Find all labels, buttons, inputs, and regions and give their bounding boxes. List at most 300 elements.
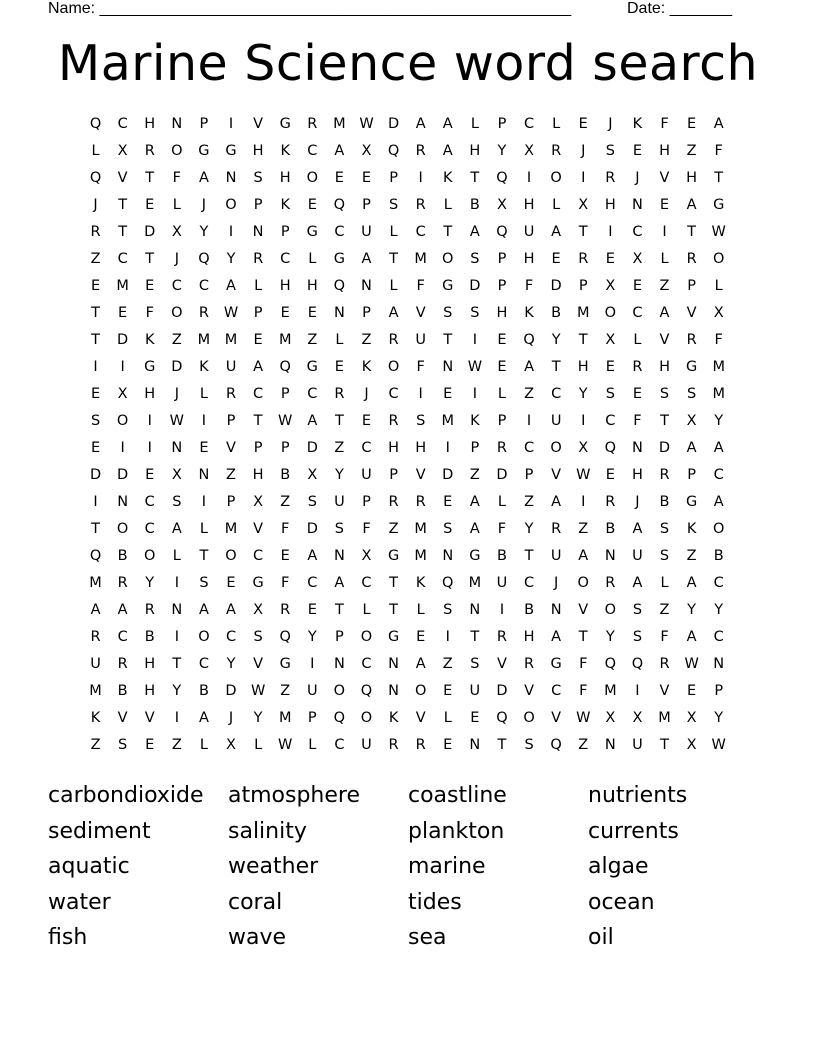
grid-letter: C — [388, 386, 399, 402]
grid-letter: F — [172, 170, 181, 186]
grid-letter: P — [497, 278, 507, 294]
grid-letter: R — [686, 251, 697, 267]
grid-letter: O — [360, 629, 373, 645]
grid-letter: J — [635, 170, 640, 186]
grid-letter: H — [144, 386, 156, 402]
grid-row — [82, 165, 733, 192]
grid-letter: I — [174, 575, 179, 591]
grid-letter: V — [253, 521, 264, 537]
grid-letter: T — [334, 413, 344, 429]
grid-letter: R — [415, 143, 426, 159]
grid-letter: A — [469, 494, 480, 510]
grid-row — [82, 651, 733, 678]
grid-letter: P — [335, 629, 344, 645]
grid-letter: L — [172, 197, 181, 213]
grid-letter: T — [172, 656, 182, 672]
grid-letter: B — [117, 548, 128, 564]
grid-letter: C — [361, 440, 372, 456]
grid-letter: J — [228, 710, 234, 726]
grid-letter: R — [496, 629, 507, 645]
grid-letter: S — [470, 251, 480, 267]
grid-letter: K — [144, 332, 155, 348]
grid-letter: U — [415, 332, 426, 348]
grid-letter: L — [199, 386, 208, 402]
grid-letter: T — [660, 413, 669, 429]
grid-letter: R — [686, 332, 697, 348]
grid-row — [82, 462, 733, 489]
grid-letter: L — [497, 494, 506, 510]
grid-letter: C — [253, 548, 264, 564]
page-title: Marine Science word search — [57, 35, 759, 92]
grid-letter: R — [334, 386, 345, 402]
grid-letter: G — [469, 548, 481, 564]
grid-letter: T — [389, 602, 398, 618]
grid-letter: L — [552, 116, 561, 132]
grid-letter: A — [469, 521, 480, 537]
grid-letter: S — [443, 602, 453, 618]
word-list-item: weather — [228, 854, 319, 879]
grid-letter: M — [712, 359, 725, 375]
grid-letter: S — [443, 305, 453, 321]
grid-letter: S — [388, 197, 399, 213]
grid-letter: G — [550, 656, 562, 672]
grid-letter: P — [497, 116, 507, 132]
grid-letter: S — [470, 305, 480, 321]
grid-letter: Q — [333, 197, 346, 213]
grid-letter: A — [551, 494, 562, 510]
grid-letter: V — [415, 467, 426, 483]
grid-letter: Z — [334, 440, 345, 456]
grid-row — [82, 705, 733, 732]
grid-letter: M — [89, 683, 102, 699]
grid-letter: L — [389, 278, 398, 294]
grid-letter: E — [361, 413, 372, 429]
grid-letter: D — [306, 521, 318, 537]
grid-letter: Z — [578, 521, 589, 537]
grid-row — [82, 111, 733, 138]
grid-letter: J — [364, 386, 369, 402]
grid-letter: X — [686, 413, 697, 429]
grid-letter: R — [659, 656, 670, 672]
grid-letter: U — [225, 359, 237, 375]
word-list-item: sea — [408, 925, 447, 950]
grid-letter: V — [253, 656, 264, 672]
grid-letter: I — [310, 656, 315, 672]
word-list-item: sediment — [48, 818, 151, 844]
grid-letter: T — [470, 629, 480, 645]
grid-letter: O — [577, 575, 589, 591]
grid-letter: Q — [604, 440, 617, 456]
grid-letter: V — [659, 170, 670, 186]
grid-letter: O — [523, 710, 535, 726]
grid-letter: A — [551, 629, 562, 645]
grid-letter: A — [388, 305, 399, 321]
grid-letter: J — [608, 116, 613, 132]
grid-letter: T — [660, 737, 669, 753]
grid-letter: I — [418, 170, 423, 186]
grid-letter: E — [145, 278, 155, 294]
grid-letter: R — [144, 143, 155, 159]
grid-letter: E — [551, 251, 561, 267]
grid-letter: N — [442, 548, 454, 564]
grid-letter: P — [497, 251, 507, 267]
grid-letter: G — [252, 575, 264, 591]
grid-letter: I — [174, 629, 179, 645]
grid-letter: E — [687, 116, 697, 132]
grid-letter: X — [605, 710, 616, 726]
grid-letter: M — [658, 710, 671, 726]
grid-letter: X — [713, 305, 724, 321]
grid-letter: I — [581, 413, 586, 429]
grid-letter: P — [226, 413, 236, 429]
grid-letter: P — [497, 413, 507, 429]
grid-letter: M — [278, 710, 292, 726]
grid-letter: O — [116, 413, 129, 429]
grid-letter: E — [497, 359, 507, 375]
grid-letter: X — [117, 386, 128, 402]
grid-letter: R — [415, 494, 426, 510]
grid-letter: V — [253, 116, 264, 132]
grid-letter: Q — [496, 710, 508, 726]
grid-letter: E — [632, 143, 642, 159]
grid-letter: V — [144, 710, 155, 726]
grid-letter: A — [686, 629, 697, 645]
grid-letter: C — [632, 224, 643, 240]
grid-letter: X — [632, 251, 643, 267]
grid-letter: L — [470, 116, 479, 132]
grid-letter: I — [581, 494, 586, 510]
grid-letter: T — [443, 224, 453, 240]
grid-letter: T — [578, 224, 588, 240]
grid-letter: N — [388, 683, 399, 699]
grid-row — [82, 354, 733, 381]
grid-letter: F — [362, 521, 371, 537]
grid-letter: E — [687, 683, 697, 699]
grid-letter: J — [174, 386, 179, 402]
grid-letter: O — [171, 305, 183, 321]
grid-letter: E — [334, 170, 344, 186]
grid-row — [82, 327, 733, 354]
grid-letter: A — [442, 116, 453, 132]
grid-letter: G — [198, 143, 210, 159]
grid-letter: A — [171, 521, 182, 537]
grid-letter: U — [550, 548, 562, 564]
grid-letter: A — [415, 116, 426, 132]
grid-letter: Z — [280, 683, 291, 699]
grid-letter: F — [579, 656, 588, 672]
grid-row — [82, 435, 733, 462]
grid-letter: Q — [333, 710, 346, 726]
grid-letter: A — [659, 305, 670, 321]
grid-letter: E — [443, 737, 453, 753]
grid-letter: R — [551, 143, 562, 159]
grid-letter: J — [93, 197, 98, 213]
word-list-item: fish — [48, 925, 88, 950]
grid-letter: C — [523, 440, 535, 456]
grid-letter: O — [712, 521, 725, 537]
grid-row — [82, 732, 733, 759]
grid-letter: C — [523, 116, 535, 132]
grid-letter: H — [659, 359, 670, 375]
grid-letter: T — [91, 521, 100, 537]
grid-letter: S — [524, 737, 534, 753]
grid-letter: U — [523, 224, 535, 240]
grid-row — [82, 246, 733, 273]
grid-letter: H — [523, 629, 535, 645]
grid-letter: X — [605, 332, 616, 348]
grid-letter: M — [333, 116, 346, 132]
grid-letter: E — [632, 278, 642, 294]
grid-letter: V — [659, 332, 670, 348]
grid-letter: L — [254, 737, 263, 753]
grid-letter: G — [387, 548, 400, 564]
grid-letter: I — [120, 359, 125, 375]
grid-letter: E — [118, 305, 128, 321]
grid-letter: E — [443, 494, 453, 510]
date-line: Date: _______ — [627, 0, 732, 17]
grid-letter: V — [496, 656, 507, 672]
grid-letter: S — [659, 386, 670, 402]
grid-letter: L — [254, 278, 263, 294]
grid-letter: S — [199, 575, 209, 591]
grid-letter: R — [415, 197, 426, 213]
grid-letter: R — [198, 305, 209, 321]
grid-letter: W — [169, 413, 184, 429]
grid-letter: Q — [89, 548, 102, 564]
grid-letter: T — [91, 305, 100, 321]
grid-letter: H — [144, 683, 156, 699]
grid-letter: H — [306, 278, 318, 294]
grid-letter: Y — [714, 413, 724, 429]
grid-letter: V — [415, 305, 426, 321]
grid-letter: A — [334, 143, 345, 159]
grid-letter: Q — [89, 170, 102, 186]
grid-letter: B — [659, 494, 670, 510]
grid-letter: Y — [145, 575, 155, 591]
grid-row — [82, 570, 733, 597]
grid-letter: I — [526, 413, 532, 429]
grid-row — [82, 192, 733, 219]
grid-row — [82, 219, 733, 246]
grid-letter: R — [225, 386, 237, 402]
grid-letter: R — [496, 440, 507, 456]
grid-letter: J — [554, 575, 559, 591]
grid-letter: C — [361, 656, 372, 672]
grid-row — [82, 300, 733, 327]
grid-letter: C — [713, 629, 724, 645]
grid-letter: P — [687, 278, 696, 294]
grid-letter: T — [145, 251, 155, 267]
grid-letter: P — [470, 440, 480, 456]
grid-letter: W — [711, 224, 726, 240]
grid-letter: A — [686, 575, 697, 591]
grid-letter: O — [604, 602, 617, 618]
grid-letter: S — [253, 629, 263, 645]
grid-letter: Y — [714, 710, 724, 726]
grid-letter: R — [605, 494, 616, 510]
grid-letter: O — [306, 170, 318, 186]
grid-letter: A — [578, 548, 589, 564]
grid-letter: P — [253, 440, 263, 456]
grid-letter: O — [333, 683, 346, 699]
grid-letter: G — [333, 251, 346, 267]
grid-letter: I — [445, 440, 450, 456]
worksheet-header — [48, 0, 748, 20]
grid-letter: S — [307, 494, 317, 510]
word-list-item: plankton — [408, 818, 505, 844]
grid-letter: K — [686, 521, 697, 537]
grid-letter: E — [90, 278, 101, 294]
grid-letter: P — [687, 467, 696, 483]
grid-letter: L — [443, 197, 452, 213]
grid-letter: C — [198, 656, 209, 672]
grid-letter: C — [225, 629, 237, 645]
grid-letter: I — [120, 440, 125, 456]
grid-letter: A — [307, 413, 318, 429]
word-list-item: coastline — [408, 783, 507, 808]
grid-letter: L — [443, 710, 452, 726]
grid-letter: O — [171, 143, 183, 159]
grid-letter: P — [389, 170, 398, 186]
grid-letter: L — [497, 386, 506, 402]
grid-letter: Y — [551, 332, 561, 348]
grid-letter: E — [659, 197, 670, 213]
grid-letter: F — [497, 521, 507, 537]
grid-letter: Z — [659, 278, 670, 294]
grid-letter: C — [713, 575, 724, 591]
grid-letter: N — [713, 656, 725, 672]
grid-letter: E — [605, 251, 615, 267]
grid-row — [82, 597, 733, 624]
grid-letter: X — [632, 710, 643, 726]
grid-letter: R — [605, 575, 616, 591]
grid-letter: Z — [280, 494, 291, 510]
grid-letter: X — [253, 602, 264, 618]
grid-letter: H — [686, 170, 698, 186]
grid-letter: L — [199, 521, 208, 537]
grid-letter: D — [550, 278, 562, 294]
grid-letter: X — [361, 548, 372, 564]
grid-letter: K — [524, 305, 534, 321]
grid-letter: P — [199, 116, 209, 132]
grid-letter: H — [469, 143, 481, 159]
grid-letter: Y — [605, 629, 615, 645]
grid-letter: I — [93, 359, 98, 375]
grid-letter: R — [578, 251, 589, 267]
grid-letter: G — [713, 197, 725, 213]
grid-letter: C — [361, 575, 372, 591]
grid-letter: A — [415, 656, 426, 672]
grid-letter: Z — [361, 332, 372, 348]
grid-letter: N — [469, 737, 481, 753]
grid-row — [82, 489, 733, 516]
grid-letter: A — [713, 440, 724, 456]
grid-letter: C — [551, 683, 562, 699]
grid-letter: P — [362, 305, 371, 321]
grid-letter: Y — [226, 251, 236, 267]
grid-letter: S — [470, 656, 480, 672]
grid-letter: I — [472, 386, 477, 402]
grid-letter: S — [605, 386, 615, 402]
grid-letter: C — [144, 494, 155, 510]
grid-letter: R — [415, 737, 426, 753]
grid-letter: M — [224, 521, 238, 537]
grid-letter: U — [632, 548, 643, 564]
grid-letter: O — [414, 683, 427, 699]
grid-letter: V — [117, 170, 128, 186]
grid-letter: Q — [387, 143, 400, 159]
grid-letter: T — [253, 413, 263, 429]
grid-letter: N — [631, 440, 643, 456]
grid-letter: R — [307, 116, 318, 132]
grid-letter: T — [199, 548, 209, 564]
grid-letter: L — [389, 224, 398, 240]
grid-row — [82, 543, 733, 570]
grid-letter: L — [308, 737, 317, 753]
grid-letter: R — [632, 359, 643, 375]
grid-letter: H — [388, 440, 400, 456]
grid-letter: H — [252, 467, 264, 483]
grid-letter: V — [117, 710, 128, 726]
grid-letter: Y — [524, 521, 534, 537]
grid-letter: V — [686, 305, 697, 321]
grid-letter: S — [659, 548, 670, 564]
grid-letter: K — [199, 359, 209, 375]
grid-letter: Z — [469, 467, 480, 483]
grid-letter: X — [605, 278, 616, 294]
grid-letter: E — [280, 305, 290, 321]
grid-letter: E — [90, 440, 101, 456]
grid-letter: E — [307, 305, 317, 321]
grid-letter: S — [253, 170, 263, 186]
grid-letter: Y — [578, 386, 588, 402]
grid-letter: W — [359, 116, 374, 132]
grid-letter: O — [387, 359, 400, 375]
grid-letter: W — [250, 683, 266, 699]
grid-letter: Q — [523, 332, 535, 348]
grid-letter: E — [307, 602, 317, 618]
grid-letter: E — [578, 116, 588, 132]
grid-letter: Q — [496, 170, 508, 186]
grid-letter: A — [686, 440, 697, 456]
grid-letter: R — [117, 656, 128, 672]
grid-letter: O — [225, 197, 237, 213]
grid-letter: B — [551, 305, 562, 321]
grid-letter: T — [334, 602, 344, 618]
grid-row — [82, 624, 733, 651]
grid-letter: K — [90, 710, 101, 726]
grid-letter: W — [223, 305, 239, 321]
grid-letter: G — [306, 224, 318, 240]
grid-letter: Y — [687, 602, 697, 618]
grid-letter: C — [171, 278, 182, 294]
grid-letter: P — [389, 467, 398, 483]
grid-letter: T — [578, 629, 588, 645]
grid-letter: D — [442, 467, 454, 483]
grid-letter: O — [198, 629, 210, 645]
grid-letter: Q — [198, 251, 210, 267]
grid-letter: A — [713, 116, 724, 132]
grid-letter: X — [171, 224, 182, 240]
grid-letter: M — [116, 278, 129, 294]
grid-letter: N — [604, 737, 616, 753]
grid-letter: U — [361, 737, 372, 753]
grid-letter: M — [441, 413, 455, 429]
grid-letter: F — [579, 683, 588, 699]
grid-letter: H — [631, 467, 643, 483]
grid-letter: L — [172, 548, 181, 564]
grid-letter: Y — [497, 143, 507, 159]
